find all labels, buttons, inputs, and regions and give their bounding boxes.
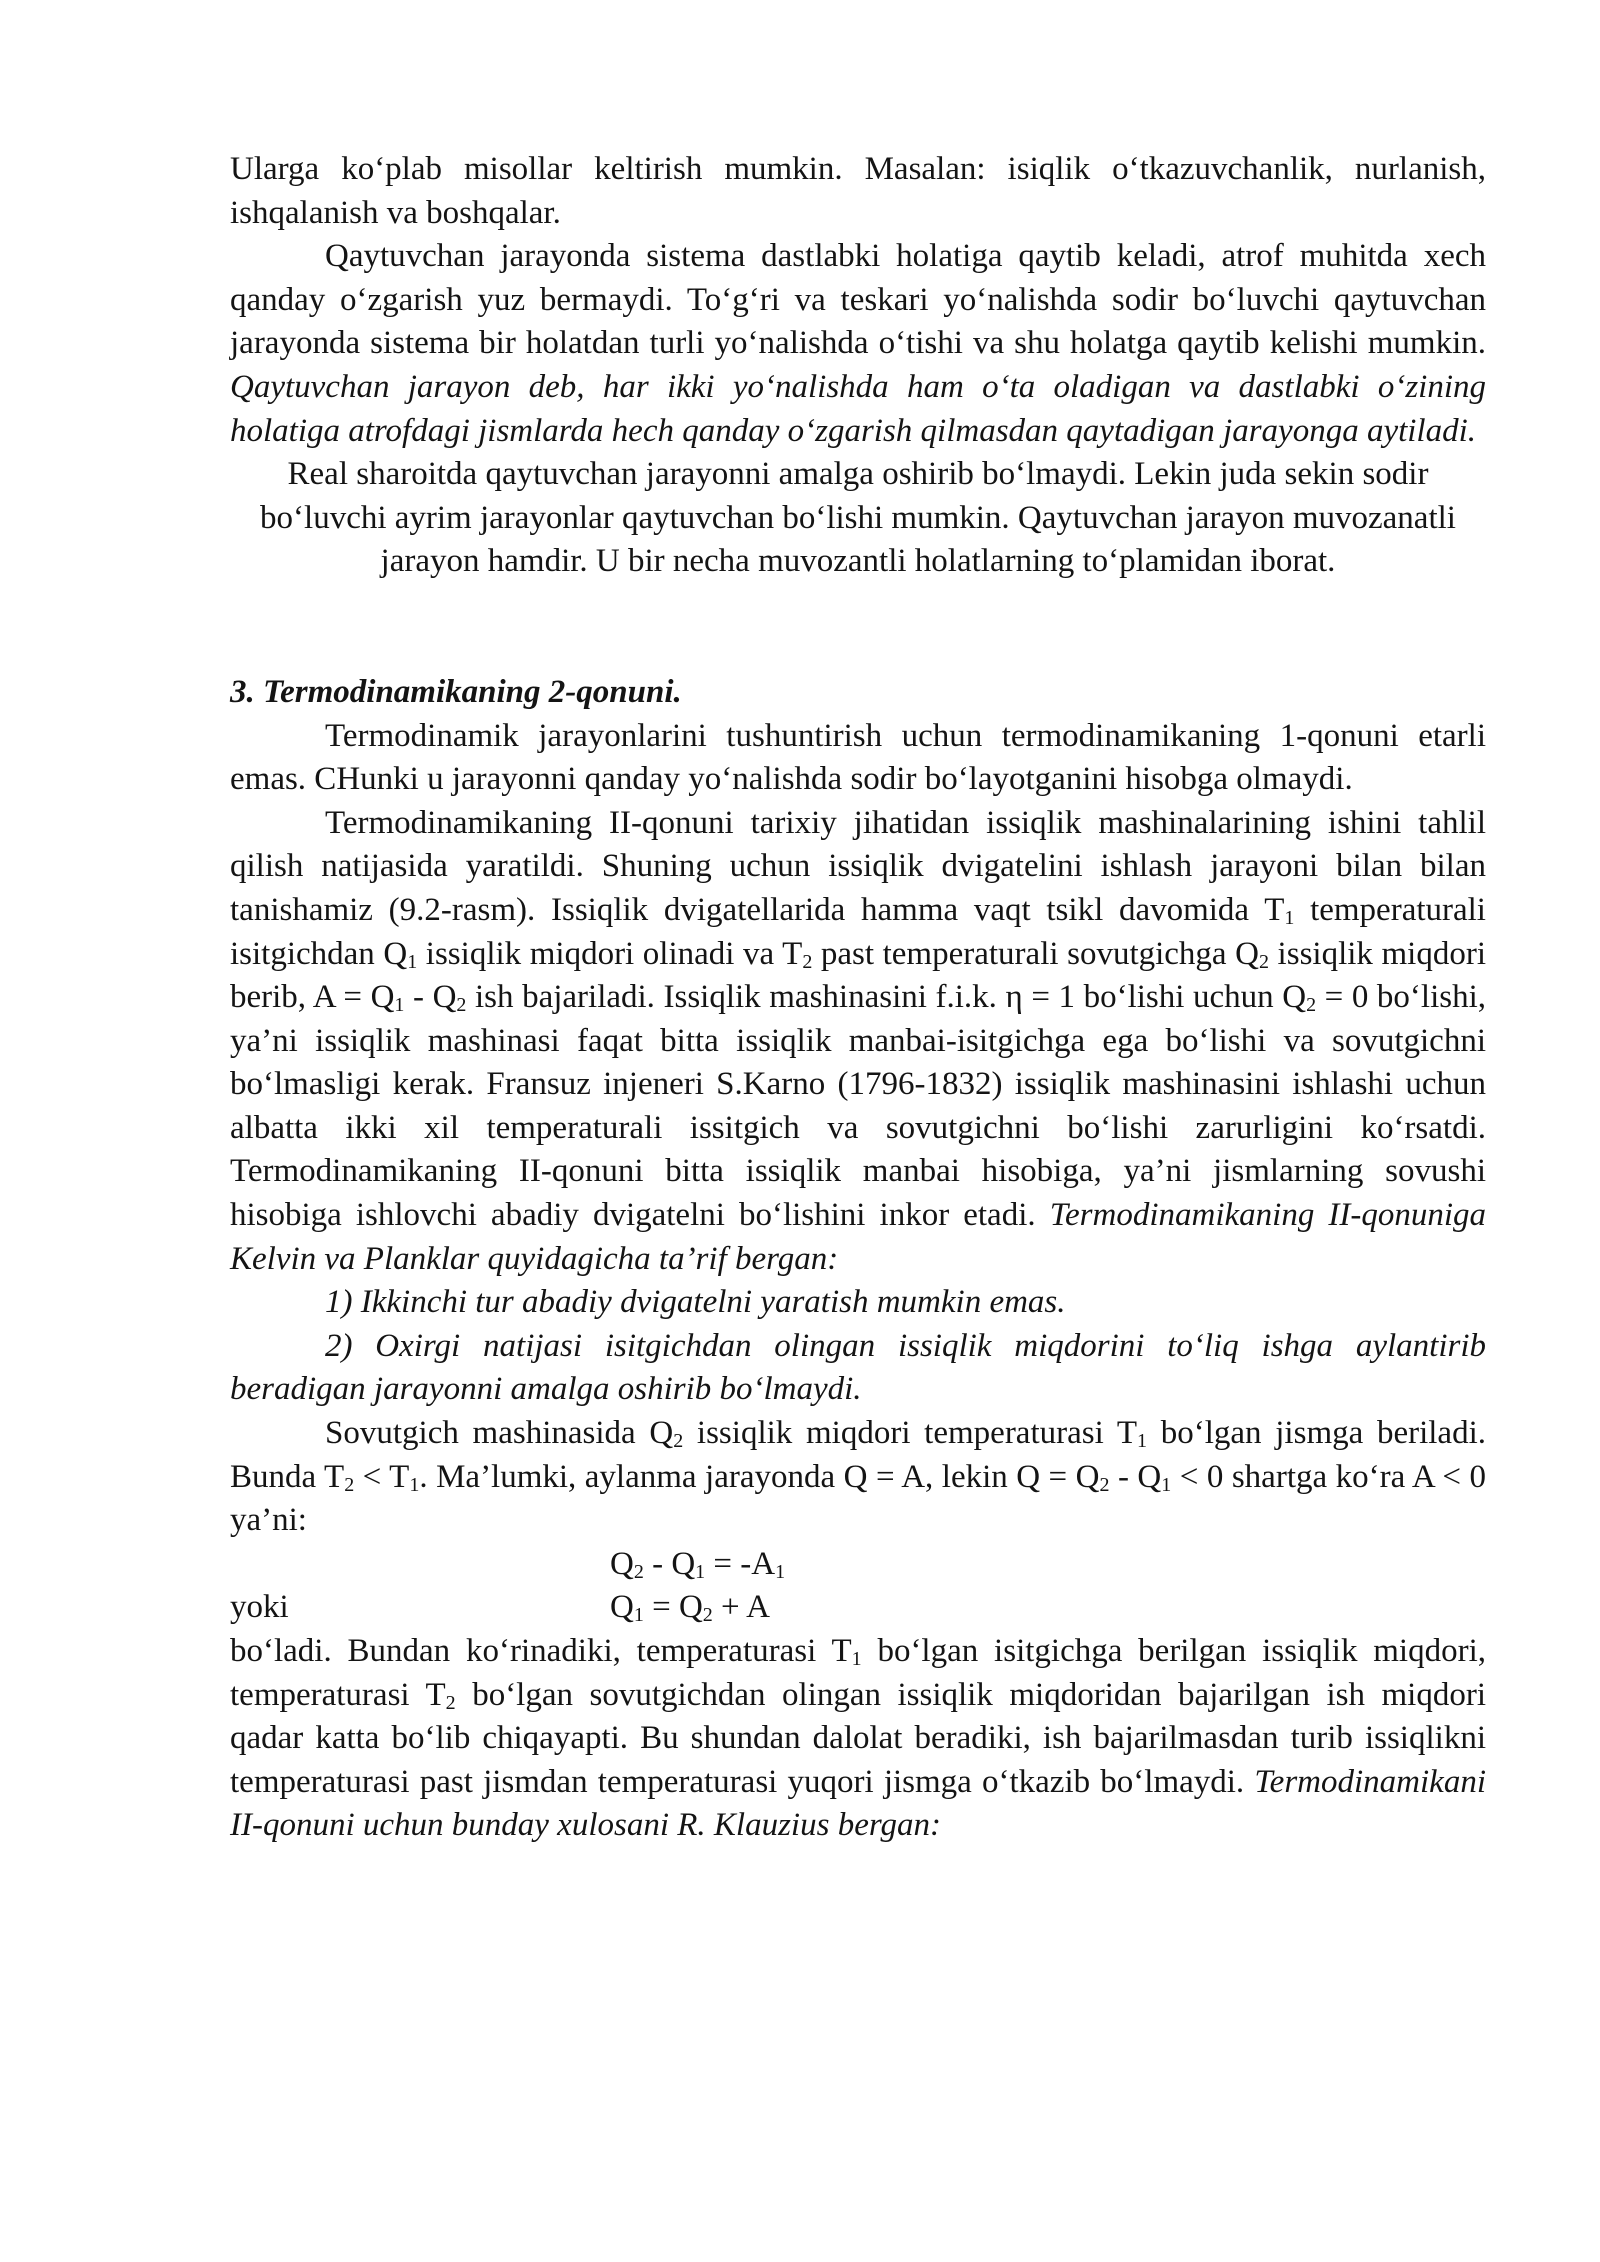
formula-lead-word: yoki [230, 1589, 289, 1626]
paragraph-first-law-insufficient: Termodinamik jarayonlarini tushuntirish uchun termodinamikaning 1-qonuni etarli emas. CHunki u jarayonni qanday yo‘nalishda sodir bo‘layotganini hisobga olmaydi. [230, 717, 1486, 798]
text: + A [712, 1589, 770, 1626]
formula-2 [230, 1586, 1486, 1630]
subscript: 2 [456, 994, 467, 1017]
subscript: 1 [1161, 1473, 1172, 1496]
subscript: 1 [394, 994, 405, 1017]
definition-italic: Termodinamikani II-qonuni uchun bunday xulosani R. Klauzius bergan: [230, 1763, 1486, 1844]
text: Termodinamikaning II-qonuni tarixiy jihatidan issiqlik mashinalarining ishini tahlil qilish natijasida yaratildi. Shuning uchun issiqlik dvigatelini ishlash jarayoni bilan bilan tanishamiz (9.2-rasm). Issiqlik dvigatellarida hamma vaqt tsikl davomida T [230, 804, 1486, 928]
text: bo‘lgan sovutgichdan olingan issiqlik miqdoridan bajarilgan ish miqdori qadar katta bo‘lib chiqayapti. Bu shundan dalolat beradiki, ish bajarilmasdan turib issiqlikni temperaturasi past jismdan temperaturasi yuqori jismga o‘tkazib bo‘lmaydi. [230, 1676, 1486, 1800]
text: temperaturali isitgichdan Q [230, 891, 1486, 972]
section-gap [230, 584, 1486, 671]
subscript: 2 [673, 1430, 684, 1453]
equation [610, 1586, 770, 1630]
text: bo‘lgan jismga beriladi. Bunda T [230, 1415, 1486, 1495]
subscript: 1 [851, 1648, 862, 1670]
text: < T [354, 1458, 410, 1495]
text: . Ma’lumki, aylanma jarayonda Q = A, lekin Q = Q [419, 1458, 1100, 1495]
definition-italic: Termodinamikaning II-qonuniga Kelvin va Planklar quyidagicha ta’rif bergan: [230, 1197, 1487, 1277]
text: - Q [643, 1545, 696, 1582]
subscript: 2 [633, 1560, 644, 1583]
paragraph-examples: Ularga ko‘plab misollar keltirish mumkin. Masalan: isiqlik o‘tkazuvchanlik, nurlanish, ishqalanish va boshqalar. [230, 151, 1486, 231]
subscript: 1 [1284, 906, 1295, 929]
statement-2: 2) Oxirgi natijasi isitgichdan olingan issiqlik miqdorini to‘liq ishga aylantirib beradigan jarayonni amalga oshirib bo‘lmaydi. [230, 1327, 1486, 1408]
text: past temperaturali sovutgichga Q [812, 935, 1259, 972]
paragraph-heat-engine [230, 802, 1486, 1282]
subscript: 1 [409, 1473, 420, 1496]
subscript: 2 [702, 1604, 713, 1627]
text: Q [610, 1545, 634, 1582]
text: - Q [404, 979, 457, 1016]
equation [610, 1543, 785, 1587]
subscript: 2 [1258, 950, 1269, 973]
text: Sovutgich mashinasida Q [325, 1415, 674, 1452]
subscript: 2 [1099, 1473, 1110, 1496]
text: issiqlik miqdori olinadi va T [417, 935, 803, 972]
paragraph-conclusion [230, 1630, 1486, 1848]
text-normal: Qaytuvchan jarayonda sistema dastlabki holatiga qaytib keladi, atrof muhitda xech qanday o‘zgarish yuz bermaydi. To‘g‘ri va teskari yo‘nalishda sodir bo‘luvchi qaytuvchan jarayonda sistema bir holatdan turli yo‘nalishda o‘tishi va shu holatga qaytib kelishi mumkin. [230, 238, 1486, 362]
text: ish bajariladi. Issiqlik mashinasini f.i.k. η = 1 bo‘lishi uchun Q [466, 979, 1307, 1016]
text: - Q [1109, 1458, 1162, 1495]
subscript: 2 [1306, 994, 1317, 1017]
definition-italic: Qaytuvchan jarayon deb, har ikki yo‘nalishda ham o‘ta oladigan va dastlabki o‘zining holatiga atrofdagi jismlarda hech qanday o‘zgarish qilmasdan qaytadigan jarayonga aytiladi. [230, 368, 1486, 449]
paragraph-refrigerator [230, 1412, 1486, 1543]
text: Q [610, 1589, 634, 1626]
statement-1: 1) Ikkinchi tur abadiy dvigatelni yaratish mumkin emas. [325, 1284, 1066, 1321]
section-heading: 3. Termodinamikaning 2-qonuni. [230, 673, 682, 710]
text: issiqlik miqdori berib, A = Q [230, 935, 1486, 1016]
text: issiqlik miqdori temperaturasi T [683, 1415, 1138, 1452]
text: bo‘ladi. Bundan ko‘rinadiki, temperaturasi T [230, 1633, 852, 1669]
subscript: 1 [407, 950, 418, 973]
paragraph-real-conditions: Real sharoitda qaytuvchan jarayonni amalga oshirib bo‘lmaydi. Lekin juda sekin sodir bo‘luvchi ayrim jarayonlar qaytuvchan bo‘lishi mumkin. Qaytuvchan jarayon muvozanatli jarayon hamdir. U bir necha muvozantli holatlarning to‘plamidan iborat. [260, 456, 1456, 580]
document-page [230, 148, 1486, 1848]
subscript: 2 [445, 1691, 456, 1714]
text: bo‘lgan isitgichga berilgan issiqlik miqdori, temperaturasi T [230, 1633, 1487, 1713]
text: = 0 bo‘lishi, ya’ni issiqlik mashinasi faqat bitta issiqlik manbai-isitgichga ega bo‘lishi va sovutgichni bo‘lmasligi kerak. Fransuz injeneri S.Karno (1796-1832) issiqlik mashinasini ishlashi uchun albatta ikki xil temperaturali issitgich va sovutgichni bo‘lishi zarurligini ko‘rsatdi. Termodinamikaning II-qonuni bitta issiqlik manbai hisobiga, ya’ni jismlarning sovushi hisobiga ishlovchi abadiy dvigatelni bo‘lishini inkor etadi. [230, 979, 1486, 1234]
paragraph-reversible-process [230, 235, 1486, 453]
subscript: 1 [633, 1604, 644, 1627]
subscript: 1 [1137, 1430, 1148, 1453]
subscript: 2 [344, 1473, 355, 1496]
text: = Q [643, 1589, 703, 1626]
subscript: 2 [802, 950, 813, 973]
text: < 0 shartga ko‘ra A < 0 ya’ni: [230, 1458, 1486, 1539]
subscript: 1 [775, 1560, 786, 1583]
subscript: 1 [695, 1560, 706, 1583]
formula-1 [230, 1543, 1486, 1587]
text: = -A [705, 1545, 776, 1582]
